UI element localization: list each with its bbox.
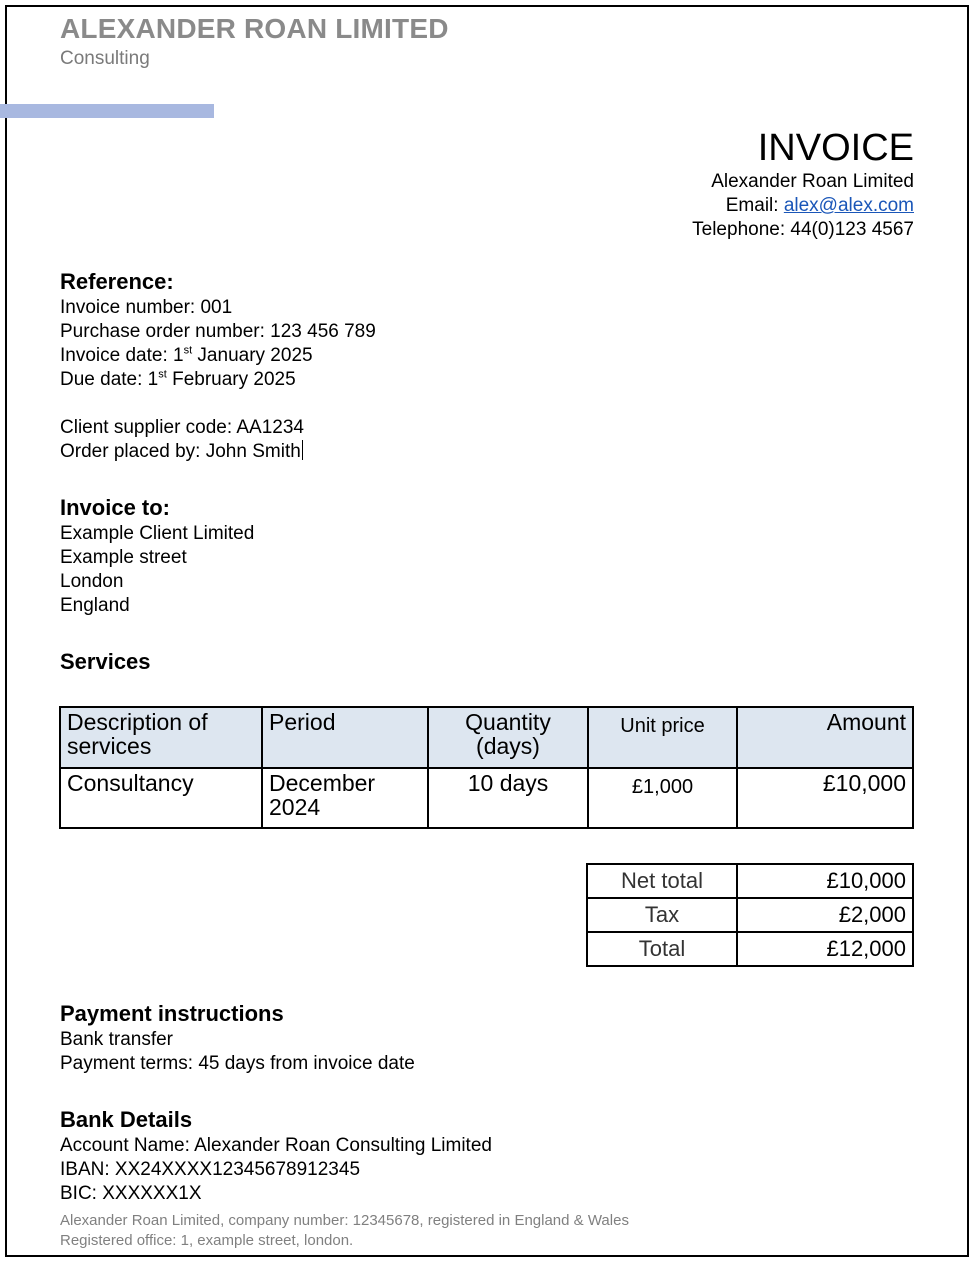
reference-section (60, 268, 376, 464)
total-value: £12,000 (737, 932, 913, 966)
bank-bic: BIC: XXXXXX1X (60, 1183, 202, 1204)
invoice-header (692, 126, 914, 242)
bank-iban: IBAN: XX24XXXX12345678912345 (60, 1159, 361, 1180)
client-address-line: Example street (60, 547, 187, 568)
cell-description: Consultancy (60, 768, 262, 828)
payment-section (60, 1000, 415, 1076)
table-row (60, 768, 913, 828)
column-header-amount: Amount (737, 707, 913, 768)
client-supplier-code: Client supplier code: AA1234 (60, 417, 304, 438)
total-label: Total (587, 932, 737, 966)
cell-quantity: 10 days (428, 768, 588, 828)
spacer (60, 392, 376, 416)
invoice-date: Invoice date: 1st January 2025 (60, 344, 313, 366)
invoice-number: Invoice number: 001 (60, 297, 233, 318)
footer-company-info: Alexander Roan Limited, company number: 12345678, registered in England & Wales (60, 1212, 629, 1229)
services-heading: Services (60, 649, 151, 674)
company-subtitle: Consulting (60, 48, 150, 69)
client-address-line: England (60, 595, 130, 616)
invoice-to-section (60, 494, 254, 618)
net-total-value: £10,000 (737, 864, 913, 898)
bank-heading: Bank Details (60, 1107, 193, 1132)
text-cursor (302, 440, 303, 460)
total-row (587, 932, 913, 966)
tax-label: Tax (587, 898, 737, 932)
totals-table (586, 863, 914, 967)
cell-period: December 2024 (262, 768, 428, 828)
tax-value: £2,000 (737, 898, 913, 932)
payment-method: Bank transfer (60, 1029, 173, 1050)
column-header-description: Description of services (60, 707, 262, 768)
invoice-title: INVOICE (757, 127, 914, 169)
table-header-row (60, 707, 913, 768)
due-date: Due date: 1st February 2025 (60, 368, 296, 390)
client-address-line: Example Client Limited (60, 523, 255, 544)
column-header-quantity: Quantity (days) (428, 707, 588, 768)
invoice-to-heading: Invoice to: (60, 495, 171, 520)
order-placed-by[interactable]: Order placed by: John Smith (60, 441, 301, 462)
accent-bar (0, 104, 214, 118)
bank-section (60, 1106, 492, 1206)
issuer-company: Alexander Roan Limited (711, 171, 914, 192)
company-name: ALEXANDER ROAN LIMITED (60, 13, 449, 44)
footer-registered-office: Registered office: 1, example street, london. (60, 1232, 354, 1249)
services-table (59, 706, 914, 829)
tax-row (587, 898, 913, 932)
net-total-row (587, 864, 913, 898)
purchase-order-number: Purchase order number: 123 456 789 (60, 321, 376, 342)
email-link[interactable]: alex@alex.com (783, 195, 914, 216)
footer (60, 1211, 629, 1251)
cell-amount: £10,000 (737, 768, 913, 828)
payment-terms: Payment terms: 45 days from invoice date (60, 1053, 415, 1074)
cell-unit-price: £1,000 (588, 768, 737, 828)
bank-account-name: Account Name: Alexander Roan Consulting Limited (60, 1135, 492, 1156)
payment-heading: Payment instructions (60, 1001, 284, 1026)
email-label: Email: (725, 195, 784, 216)
column-header-unit-price: Unit price (588, 707, 737, 768)
services-heading-wrap (60, 648, 151, 676)
net-total-label: Net total (587, 864, 737, 898)
reference-heading: Reference: (60, 269, 174, 294)
issuer-telephone: Telephone: 44(0)123 4567 (692, 219, 914, 240)
client-address-line: London (60, 571, 124, 592)
column-header-period: Period (262, 707, 428, 768)
issuer-email (692, 194, 914, 218)
